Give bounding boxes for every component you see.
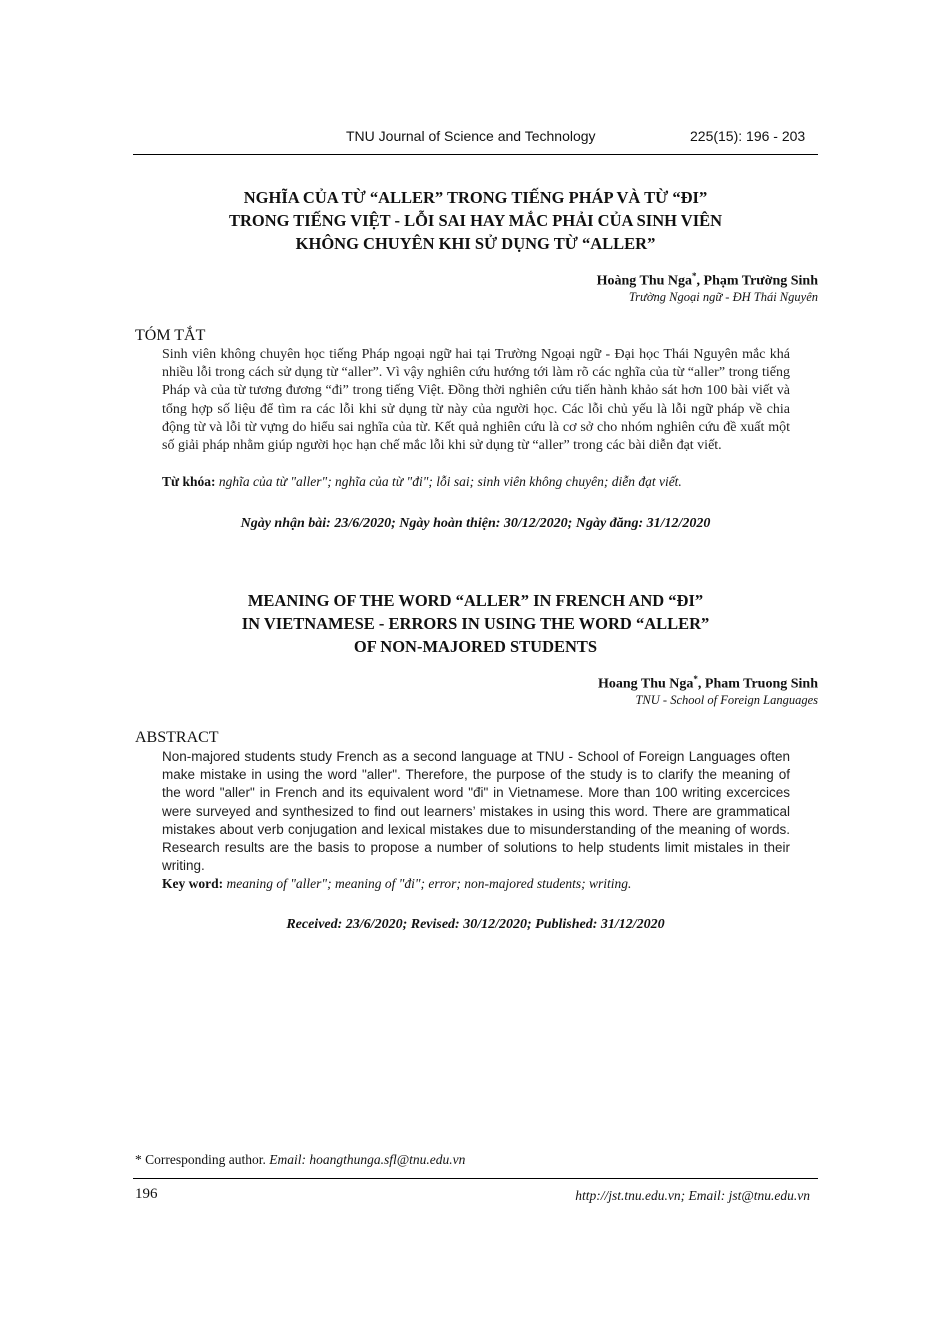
en-title-line-3: OF NON-MAJORED STUDENTS — [353, 637, 598, 656]
corresponding-mark: * — [693, 674, 698, 684]
vn-dates: Ngày nhận bài: 23/6/2020; Ngày hoàn thiện: 30/12/2020; Ngày đăng: 31/12/2020 — [240, 516, 711, 531]
en-author-2: , Pham Truong Sinh — [697, 676, 818, 692]
vn-author-2: , Phạm Trường Sinh — [696, 273, 818, 289]
en-dates: Received: 23/6/2020; Revised: 30/12/2020; Published: 31/12/2020 — [286, 917, 665, 932]
en-abstract-heading: ABSTRACT — [135, 729, 219, 746]
volume-pages: 225(15): 196 - 203 — [690, 128, 806, 144]
footer-divider — [133, 1178, 818, 1179]
en-title-line-2: IN VIETNAMESE - ERRORS IN USING THE WORD “ALLER” — [241, 614, 710, 633]
en-keywords-value: meaning of "aller"; meaning of "đi"; error; non-majored students; writing. — [223, 876, 632, 891]
footnote-email[interactable]: Email: hoangthunga.sfl@tnu.edu.vn — [269, 1152, 466, 1167]
en-abstract: Non-majored students study French as a second language at TNU - School of Foreign Languages often make mistake in using the word "aller". Therefore, the purpose of the study is to clarify the meaning of the word "aller" in French and its equivalent word "đi" in Vietnamese. More than 100 writing excercices were surveyed and synthesized to find out learners’ mistakes in using this word. There are grammatical mistakes about verb conjugation and lexical mistakes due to misunderstanding of the meaning of words. Research results are the basis to propose a number of solutions to help students limit mistales in their writing. — [162, 749, 790, 874]
footnote-prefix: * Corresponding author. — [135, 1152, 270, 1167]
en-authors — [598, 674, 818, 693]
vn-affiliation: Trường Ngoại ngữ - ĐH Thái Nguyên — [628, 290, 818, 304]
en-title — [133, 589, 818, 658]
en-title-line-1: MEANING OF THE WORD “ALLER” IN FRENCH AND “ĐI” — [247, 591, 704, 610]
vn-title-line-3: KHÔNG CHUYÊN KHI SỬ DỤNG TỪ “ALLER” — [295, 234, 656, 253]
en-author-1: Hoang Thu Nga — [597, 676, 694, 692]
corresponding-footnote — [135, 1152, 465, 1168]
vn-abstract-heading: TÓM TẮT — [135, 327, 206, 344]
vn-keywords — [162, 474, 790, 490]
vn-title-line-1: NGHĨA CỦA TỪ “ALLER” TRONG TIẾNG PHÁP VÀ TỪ “ĐI” — [243, 188, 708, 207]
vn-title — [133, 186, 818, 255]
vn-authors — [597, 271, 818, 290]
page-number: 196 — [135, 1186, 158, 1202]
header-divider — [133, 154, 818, 155]
journal-name: TNU Journal of Science and Technology — [346, 128, 596, 144]
footer-links[interactable]: http://jst.tnu.edu.vn; Email: jst@tnu.edu.vn — [575, 1188, 810, 1203]
en-keywords-label: Key word: — [162, 876, 224, 891]
vn-keywords-label: Từ khóa: — [162, 474, 216, 489]
vn-title-line-2: TRONG TIẾNG VIỆT - LỖI SAI HAY MẮC PHẢI CỦA SINH VIÊN — [228, 211, 723, 230]
vn-keywords-value: nghĩa của từ "aller"; nghĩa của từ "đi"; lỗi sai; sinh viên không chuyên; diễn đạt viết. — [215, 474, 682, 489]
vn-author-1: Hoàng Thu Nga — [596, 273, 693, 289]
vn-abstract: Sinh viên không chuyên học tiếng Pháp ngoại ngữ hai tại Trường Ngoại ngữ - Đại học Thái Nguyên mắc khá nhiều lỗi trong cách sử dụng từ “aller”. Vì vậy nghiên cứu hướng tới làm rõ các nghĩa của từ “aller” trong tiếng Pháp và của từ tương đương “đi” trong tiếng Việt. Đồng thời nghiên cứu tiến hành khảo sát hơn 100 bài viết và tổng hợp số liệu để tìm ra các lỗi khi sử dụng từ này của người học. Các lỗi chủ yếu là lỗi ngữ pháp về chia động từ và lỗi từ vựng do hiểu sai nghĩa của từ. Kết quả nghiên cứu là cơ sở cho nhóm nghiên cứu đề xuất một số giải pháp nhằm giúp người học hạn chế mắc lỗi khi sử dụng từ “aller” trong các bài diễn đạt viết. — [162, 347, 790, 454]
corresponding-mark: * — [692, 271, 697, 281]
en-keywords — [162, 876, 790, 892]
en-affiliation: TNU - School of Foreign Languages — [635, 693, 818, 707]
